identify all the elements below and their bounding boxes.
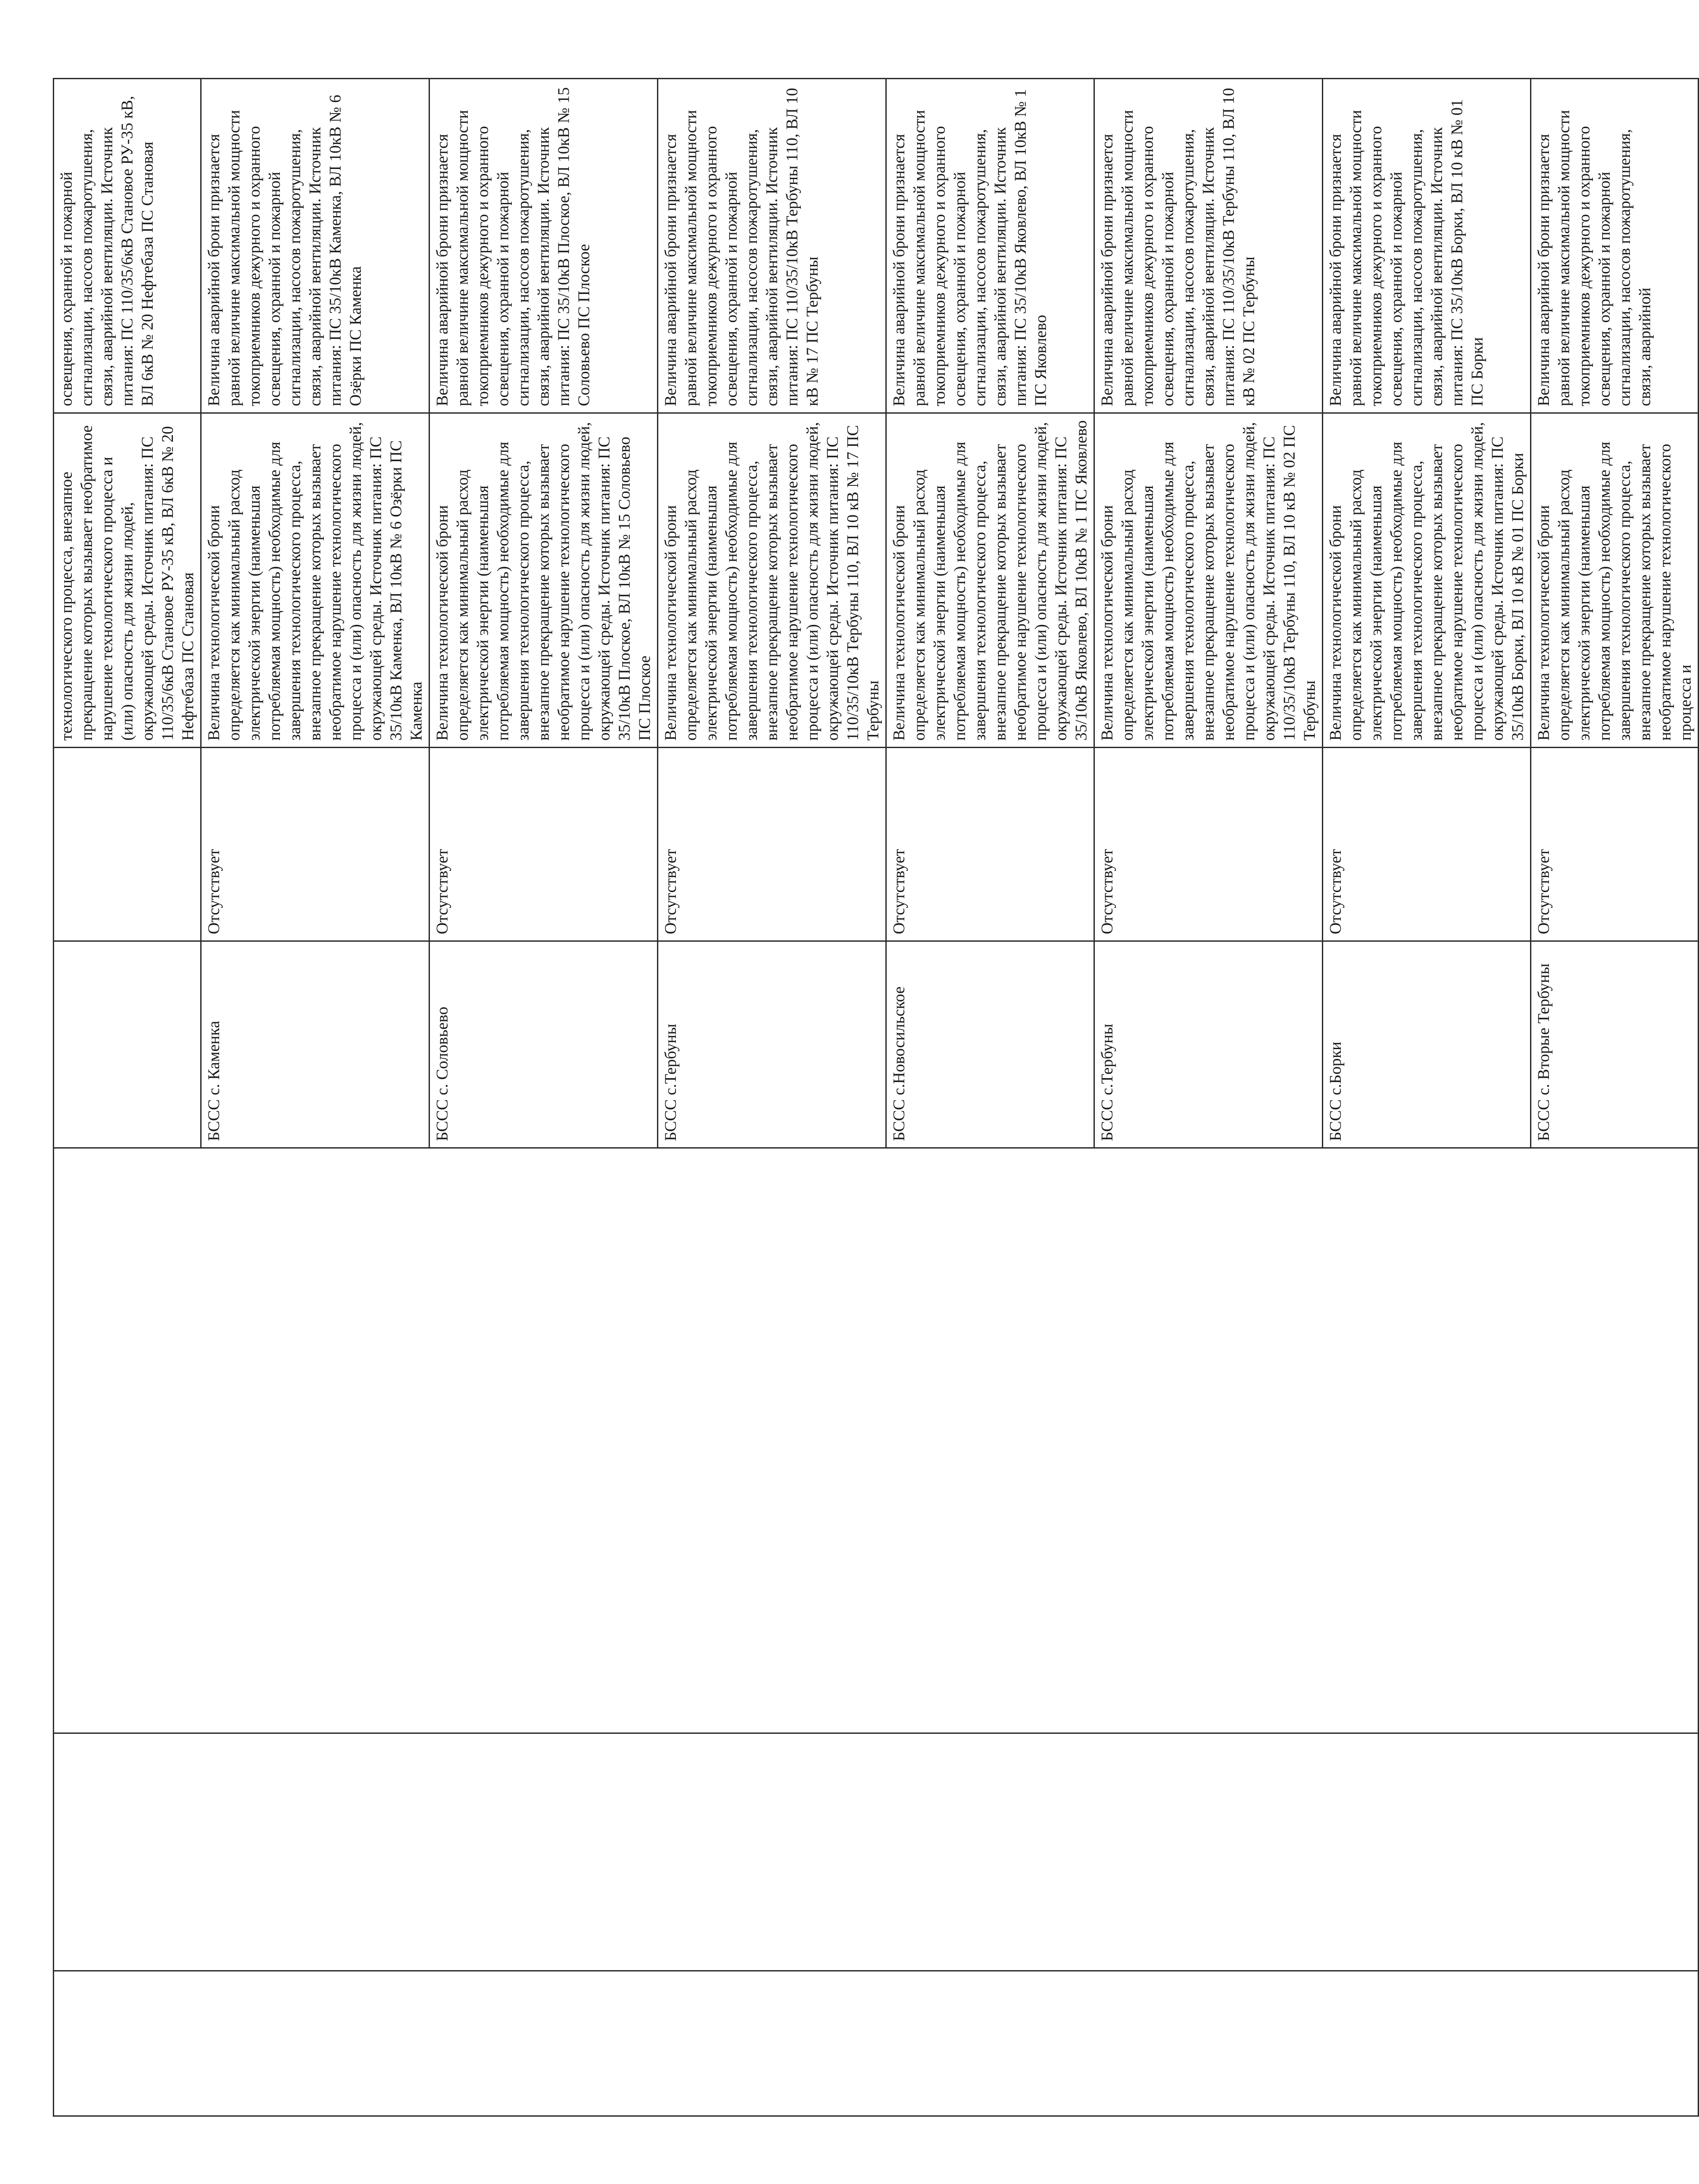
tech-reserve-cell: Величина технологической брони определяется как минимальный расход электрической энергии (наименьшая потребляемая мощность) необходимые для завершения технологического процесса, внезапное прекращение которых вызывает необратимое нарушение технологического процесса и (или) опасность для жизни людей, окружающей среды. Источник питания: ПС 35/10кВ Каменка, ВЛ 10кВ № 6 Озёрки ПС Каменка xyxy=(201,413,429,748)
object-cell xyxy=(54,941,201,1148)
object-cell: БССС с.Тербуны xyxy=(1094,941,1323,1148)
status-cell: Отсутствует xyxy=(1531,748,1699,941)
emergency-reserve-cell: Величина аварийной брони признается равной величине максимальной мощности токоприемников дежурного и охранного освещения, охранной и пожарной сигнализации, насосов пожаротушения, связи, аварийной вентиляции. Источник питания: ПС 110/35/10кВ Тербуны 110, ВЛ 10 кВ № 17 ПС Тербуны xyxy=(658,79,886,413)
tech-reserve-cell: Величина технологической брони определяется как минимальный расход электрической энергии (наименьшая потребляемая мощность) необходимые для завершения технологического процесса, внезапное прекращение которых вызывает необратимое нарушение технологического процесса и (или) опасность для жизни людей, окружающей среды. Источник питания: ПС 110/35/10кВ Тербуны 110, ВЛ 10 кВ № 02 ПС Тербуны xyxy=(1094,413,1323,748)
tech-reserve-cell: Величина технологической брони определяется как минимальный расход электрической энергии (наименьшая потребляемая мощность) необходимые для завершения технологического процесса, внезапное прекращение которых вызывает необратимое нарушение технологического процесса и (или) опасность для жизни людей, окружающей среды. Источник питания: ПС 35/10кВ Яковлево, ВЛ 10кВ № 1 ПС Яковлево xyxy=(886,413,1094,748)
status-cell: Отсутствует xyxy=(201,748,429,941)
rotated-table-wrapper xyxy=(53,79,1695,2117)
object-cell: БССС с. Каменка xyxy=(201,941,429,1148)
status-cell xyxy=(54,748,201,941)
emergency-reserve-cell: Величина аварийной брони признается равной величине максимальной мощности токоприемников дежурного и охранного освещения, охранной и пожарной сигнализации, насосов пожаротушения, связи, аварийной вентиляции. Источник питания: ПС 110/35/10кВ Тербуны 110, ВЛ 10 кВ № 02 ПС Тербуны xyxy=(1094,79,1323,413)
emergency-reserve-cell: Величина аварийной брони признается равной величине максимальной мощности токоприемников дежурного и охранного освещения, охранной и пожарной сигнализации, насосов пожаротушения, связи, аварийной вентиляции. Источник питания: ПС 35/10кВ Каменка, ВЛ 10кВ № 6 Озёрки ПС Каменка xyxy=(201,79,429,413)
address-cell xyxy=(54,1148,1699,1733)
emergency-reserve-cell: Величина аварийной брони признается равной величине максимальной мощности токоприемников дежурного и охранного освещения, охранной и пожарной сигнализации, насосов пожаротушения, связи, аварийной вентиляции. Источник питания: ПС 35/10кВ Яковлево, ВЛ 10кВ № 1 ПС Яковлево xyxy=(886,79,1094,413)
emergency-reserve-cell: Величина аварийной брони признается равной величине максимальной мощности токоприемников дежурного и охранного освещения, охранной и пожарной сигнализации, насосов пожаротушения, связи, аварийной вентиляции. Источник питания: ПС 35/10кВ Борки, ВЛ 10 кВ № 01 ПС Борки xyxy=(1323,79,1531,413)
emergency-reserve-cell: Величина аварийной брони признается равной величине максимальной мощности токоприемников дежурного и охранного освещения, охранной и пожарной сигнализации, насосов пожаротушения, связи, аварийной xyxy=(1531,79,1699,413)
status-cell: Отсутствует xyxy=(429,748,658,941)
object-cell: БССС с.Борки xyxy=(1323,941,1531,1148)
object-cell: БССС с. Соловьево xyxy=(429,941,658,1148)
tech-reserve-cell: Величина технологической брони определяется как минимальный расход электрической энергии (наименьшая потребляемая мощность) необходимые для завершения технологического процесса, внезапное прекращение которых вызывает необратимое нарушение технологического процесса и (или) опасность для жизни людей, окружающей среды. Источник питания: ПС 35/10кВ Борки, ВЛ 10 кВ № 01 ПС Борки xyxy=(1323,413,1531,748)
tech-reserve-cell: Величина технологической брони определяется как минимальный расход электрической энергии (наименьшая потребляемая мощность) необходимые для завершения технологического процесса, внезапное прекращение которых вызывает необратимое нарушение технологического процесса и (или) опасность для жизни людей, окружающей среды. Источник питания: ПС 110/35/10кВ Тербуны 110, ВЛ 10 кВ № 17 ПС Тербуны xyxy=(658,413,886,748)
status-cell: Отсутствует xyxy=(1323,748,1531,941)
number-cell xyxy=(54,1971,1699,2116)
object-cell: БССС с. Вторые Тербуны xyxy=(1531,941,1699,1148)
table-row xyxy=(54,79,201,2116)
status-cell: Отсутствует xyxy=(658,748,886,941)
object-cell: БССС с.Новосильское xyxy=(886,941,1094,1148)
tech-reserve-cell: Величина технологической брони определяется как минимальный расход электрической энергии (наименьшая потребляемая мощность) необходимые для завершения технологического процесса, внезапное прекращение которых вызывает необратимое нарушение технологического процесса и (или) опасность для жизни людей, окружающей среды. Источник питания: ПС 35/10кВ Плоское, ВЛ 10кВ № 15 Соловьево ПС Плоское xyxy=(429,413,658,748)
tech-reserve-cell: технологического процесса, внезапное прекращение которых вызывает необратимое нарушение технологического процесса и (или) опасность для жизни людей, окружающей среды. Источник питания: ПС 110/35/6кВ Становое РУ-35 кВ, ВЛ 6кВ № 20 Нефтебаза ПС Становая xyxy=(54,413,201,748)
tech-reserve-cell: Величина технологической брони определяется как минимальный расход электрической энергии (наименьшая потребляемая мощность) необходимые для завершения технологического процесса, внезапное прекращение которых вызывает необратимое нарушение технологического процесса и xyxy=(1531,413,1699,748)
status-cell: Отсутствует xyxy=(1094,748,1323,941)
status-cell: Отсутствует xyxy=(886,748,1094,941)
object-cell: БССС с.Тербуны xyxy=(658,941,886,1148)
consumer-cell xyxy=(54,1733,1699,1971)
emergency-reserve-cell: Величина аварийной брони признается равной величине максимальной мощности токоприемников дежурного и охранного освещения, охранной и пожарной сигнализации, насосов пожаротушения, связи, аварийной вентиляции. Источник питания: ПС 35/10кВ Плоское, ВЛ 10кВ № 15 Соловьево ПС Плоское xyxy=(429,79,658,413)
emergency-reserve-cell: освещения, охранной и пожарной сигнализации, насосов пожаротушения, связи, аварийной вентиляции. Источник питания: ПС 110/35/6кВ Становое РУ-35 кВ, ВЛ 6кВ № 20 Нефтебаза ПС Становая xyxy=(54,79,201,413)
power-reservation-table xyxy=(53,78,1699,2117)
